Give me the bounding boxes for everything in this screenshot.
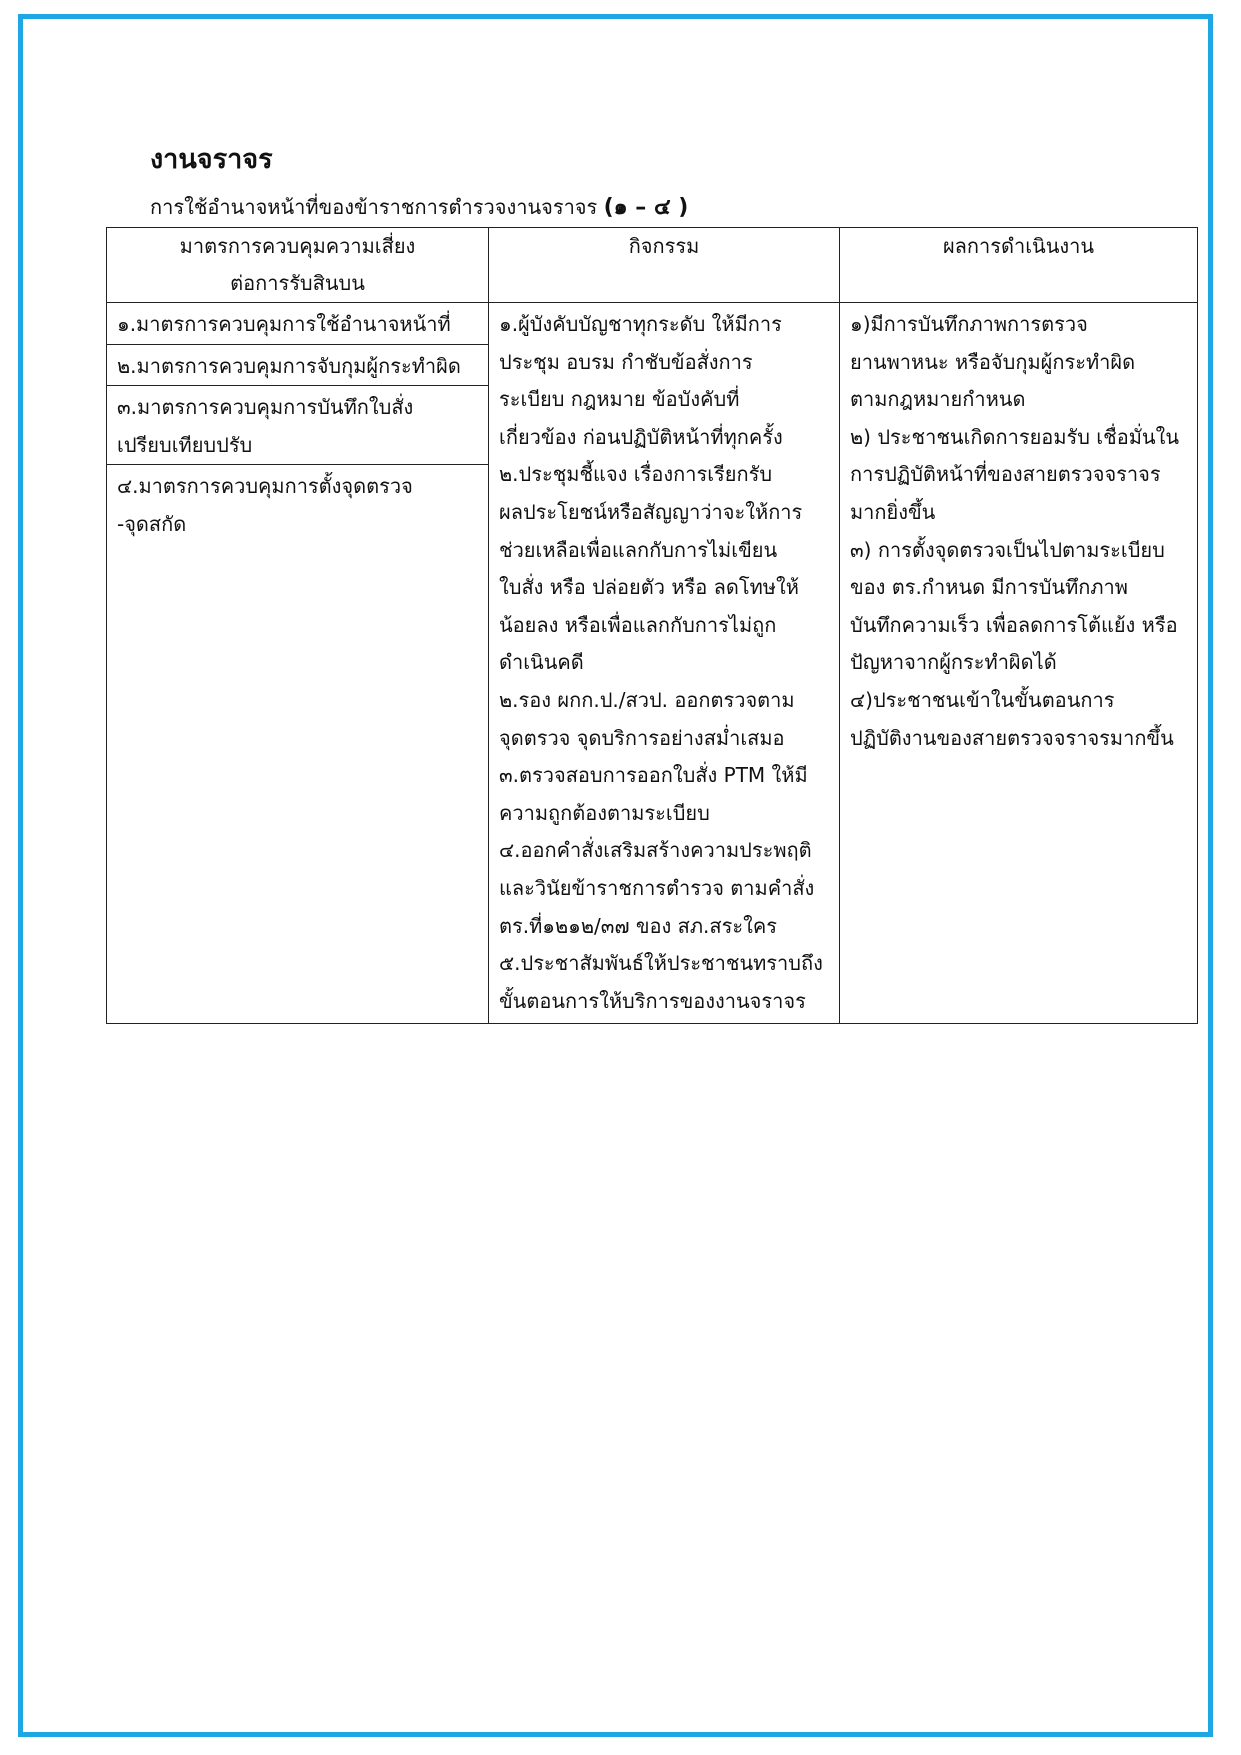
subtitle-text: การใช้อำนาจหน้าที่ของข้าราชการตำรวจงานจราจร <box>150 195 598 219</box>
result-line: ของ ตร.กำหนด มีการบันทึกภาพ <box>850 575 1128 600</box>
table-row <box>107 303 1198 1024</box>
activity-line: ช่วยเหลือเพื่อแลกกับการไม่เขียน <box>499 537 778 562</box>
measure-item <box>107 465 488 543</box>
activity-line: ระเบียบ กฎหมาย ข้อบังคับที่ <box>499 387 740 412</box>
table-header-row <box>107 228 1198 303</box>
header-activities: กิจกรรม <box>489 228 840 303</box>
activity-line: ผลประโยชน์หรือสัญญาว่าจะให้การ <box>499 499 803 524</box>
result-line: ๑)มีการบันทึกภาพการตรวจ <box>850 312 1088 336</box>
activity-line: ขั้นตอนการให้บริการของงานจราจร <box>499 988 806 1013</box>
header-measures-line1: มาตรการควบคุมความเสี่ยง <box>179 234 416 258</box>
result-line: ปัญหาจากผู้กระทำผิดได้ <box>850 650 1057 675</box>
result-line: ๒) ประชาชนเกิดการยอมรับ เชื่อมั่นใน <box>850 424 1180 449</box>
activity-line: ๒.ประชุมชี้แจง เรื่องการเรียกรับ <box>499 462 773 487</box>
result-line: ตามกฎหมายกำหนด <box>850 387 1026 412</box>
measure-item <box>107 345 488 387</box>
activity-line: ๕.ประชาสัมพันธ์ให้ประชาชนทราบถึง <box>499 951 823 976</box>
measure-line: -จุดสกัด <box>117 511 187 536</box>
result-line: การปฏิบัติหน้าที่ของสายตรวจจราจร <box>850 462 1161 487</box>
header-results: ผลการดำเนินงาน <box>840 228 1198 303</box>
section-title: งานจราจร <box>150 144 273 175</box>
activity-line: ๓.ตรวจสอบการออกใบสั่ง PTM ให้มี <box>499 763 808 788</box>
activity-line: ประชุม อบรม กำชับข้อสั่งการ <box>499 349 753 374</box>
activity-line: ๒.รอง ผกก.ป./สวป. ออกตรวจตาม <box>499 687 795 712</box>
activity-line: ดำเนินคดี <box>499 650 584 675</box>
activity-line: น้อยลง หรือเพื่อแลกกับการไม่ถูก <box>499 612 777 637</box>
activity-line: จุดตรวจ จุดบริการอย่างสม่ำเสมอ <box>499 725 785 750</box>
activities-cell <box>489 303 840 1024</box>
measure-line: ๔.มาตรการควบคุมการตั้งจุดตรวจ <box>117 474 413 499</box>
measures-table <box>106 227 1198 1024</box>
header-measures-line2: ต่อการรับสินบน <box>230 271 365 295</box>
activity-line: ตร.ที่๑๒๑๒/๓๗ ของ สภ.สระใคร <box>499 913 777 938</box>
results-cell <box>840 303 1198 1024</box>
result-line: ๓) การตั้งจุดตรวจเป็นไปตามระเบียบ <box>850 537 1165 562</box>
measure-line: ๑.มาตรการควบคุมการใช้อำนาจหน้าที่ <box>117 312 451 336</box>
activity-line: ใบสั่ง หรือ ปล่อยตัว หรือ ลดโทษให้ <box>499 575 799 600</box>
measures-cell <box>107 303 489 1024</box>
result-line: บันทึกความเร็ว เพื่อลดการโต้แย้ง หรือ <box>850 612 1178 637</box>
result-line: ปฏิบัติงานของสายตรวจจราจรมากขึ้น <box>850 725 1174 750</box>
subtitle-range: (๑ – ๔ ) <box>603 195 689 220</box>
header-measures <box>107 228 489 303</box>
result-line: ๔)ประชาชนเข้าในขั้นตอนการ <box>850 687 1115 712</box>
measure-item <box>107 386 488 465</box>
activity-line: เกี่ยวข้อง ก่อนปฏิบัติหน้าที่ทุกครั้ง <box>499 424 783 449</box>
subtitle <box>150 190 688 225</box>
activity-line: ๔.ออกคำสั่งเสริมสร้างความประพฤติ <box>499 838 812 863</box>
activity-line: ๑.ผู้บังคับบัญชาทุกระดับ ให้มีการ <box>499 312 782 336</box>
measure-line: เปรียบเทียบปรับ <box>117 432 253 457</box>
activity-line: และวินัยข้าราชการตำรวจ ตามคำสั่ง <box>499 875 815 900</box>
measure-line: ๒.มาตรการควบคุมการจับกุมผู้กระทำผิด <box>117 353 461 378</box>
measure-item <box>107 303 488 345</box>
activity-line: ความถูกต้องตามระเบียบ <box>499 800 710 825</box>
measure-line: ๓.มาตรการควบคุมการบันทึกใบสั่ง <box>117 395 414 420</box>
result-line: มากยิ่งขึ้น <box>850 499 936 524</box>
result-line: ยานพาหนะ หรือจับกุมผู้กระทำผิด <box>850 349 1136 374</box>
